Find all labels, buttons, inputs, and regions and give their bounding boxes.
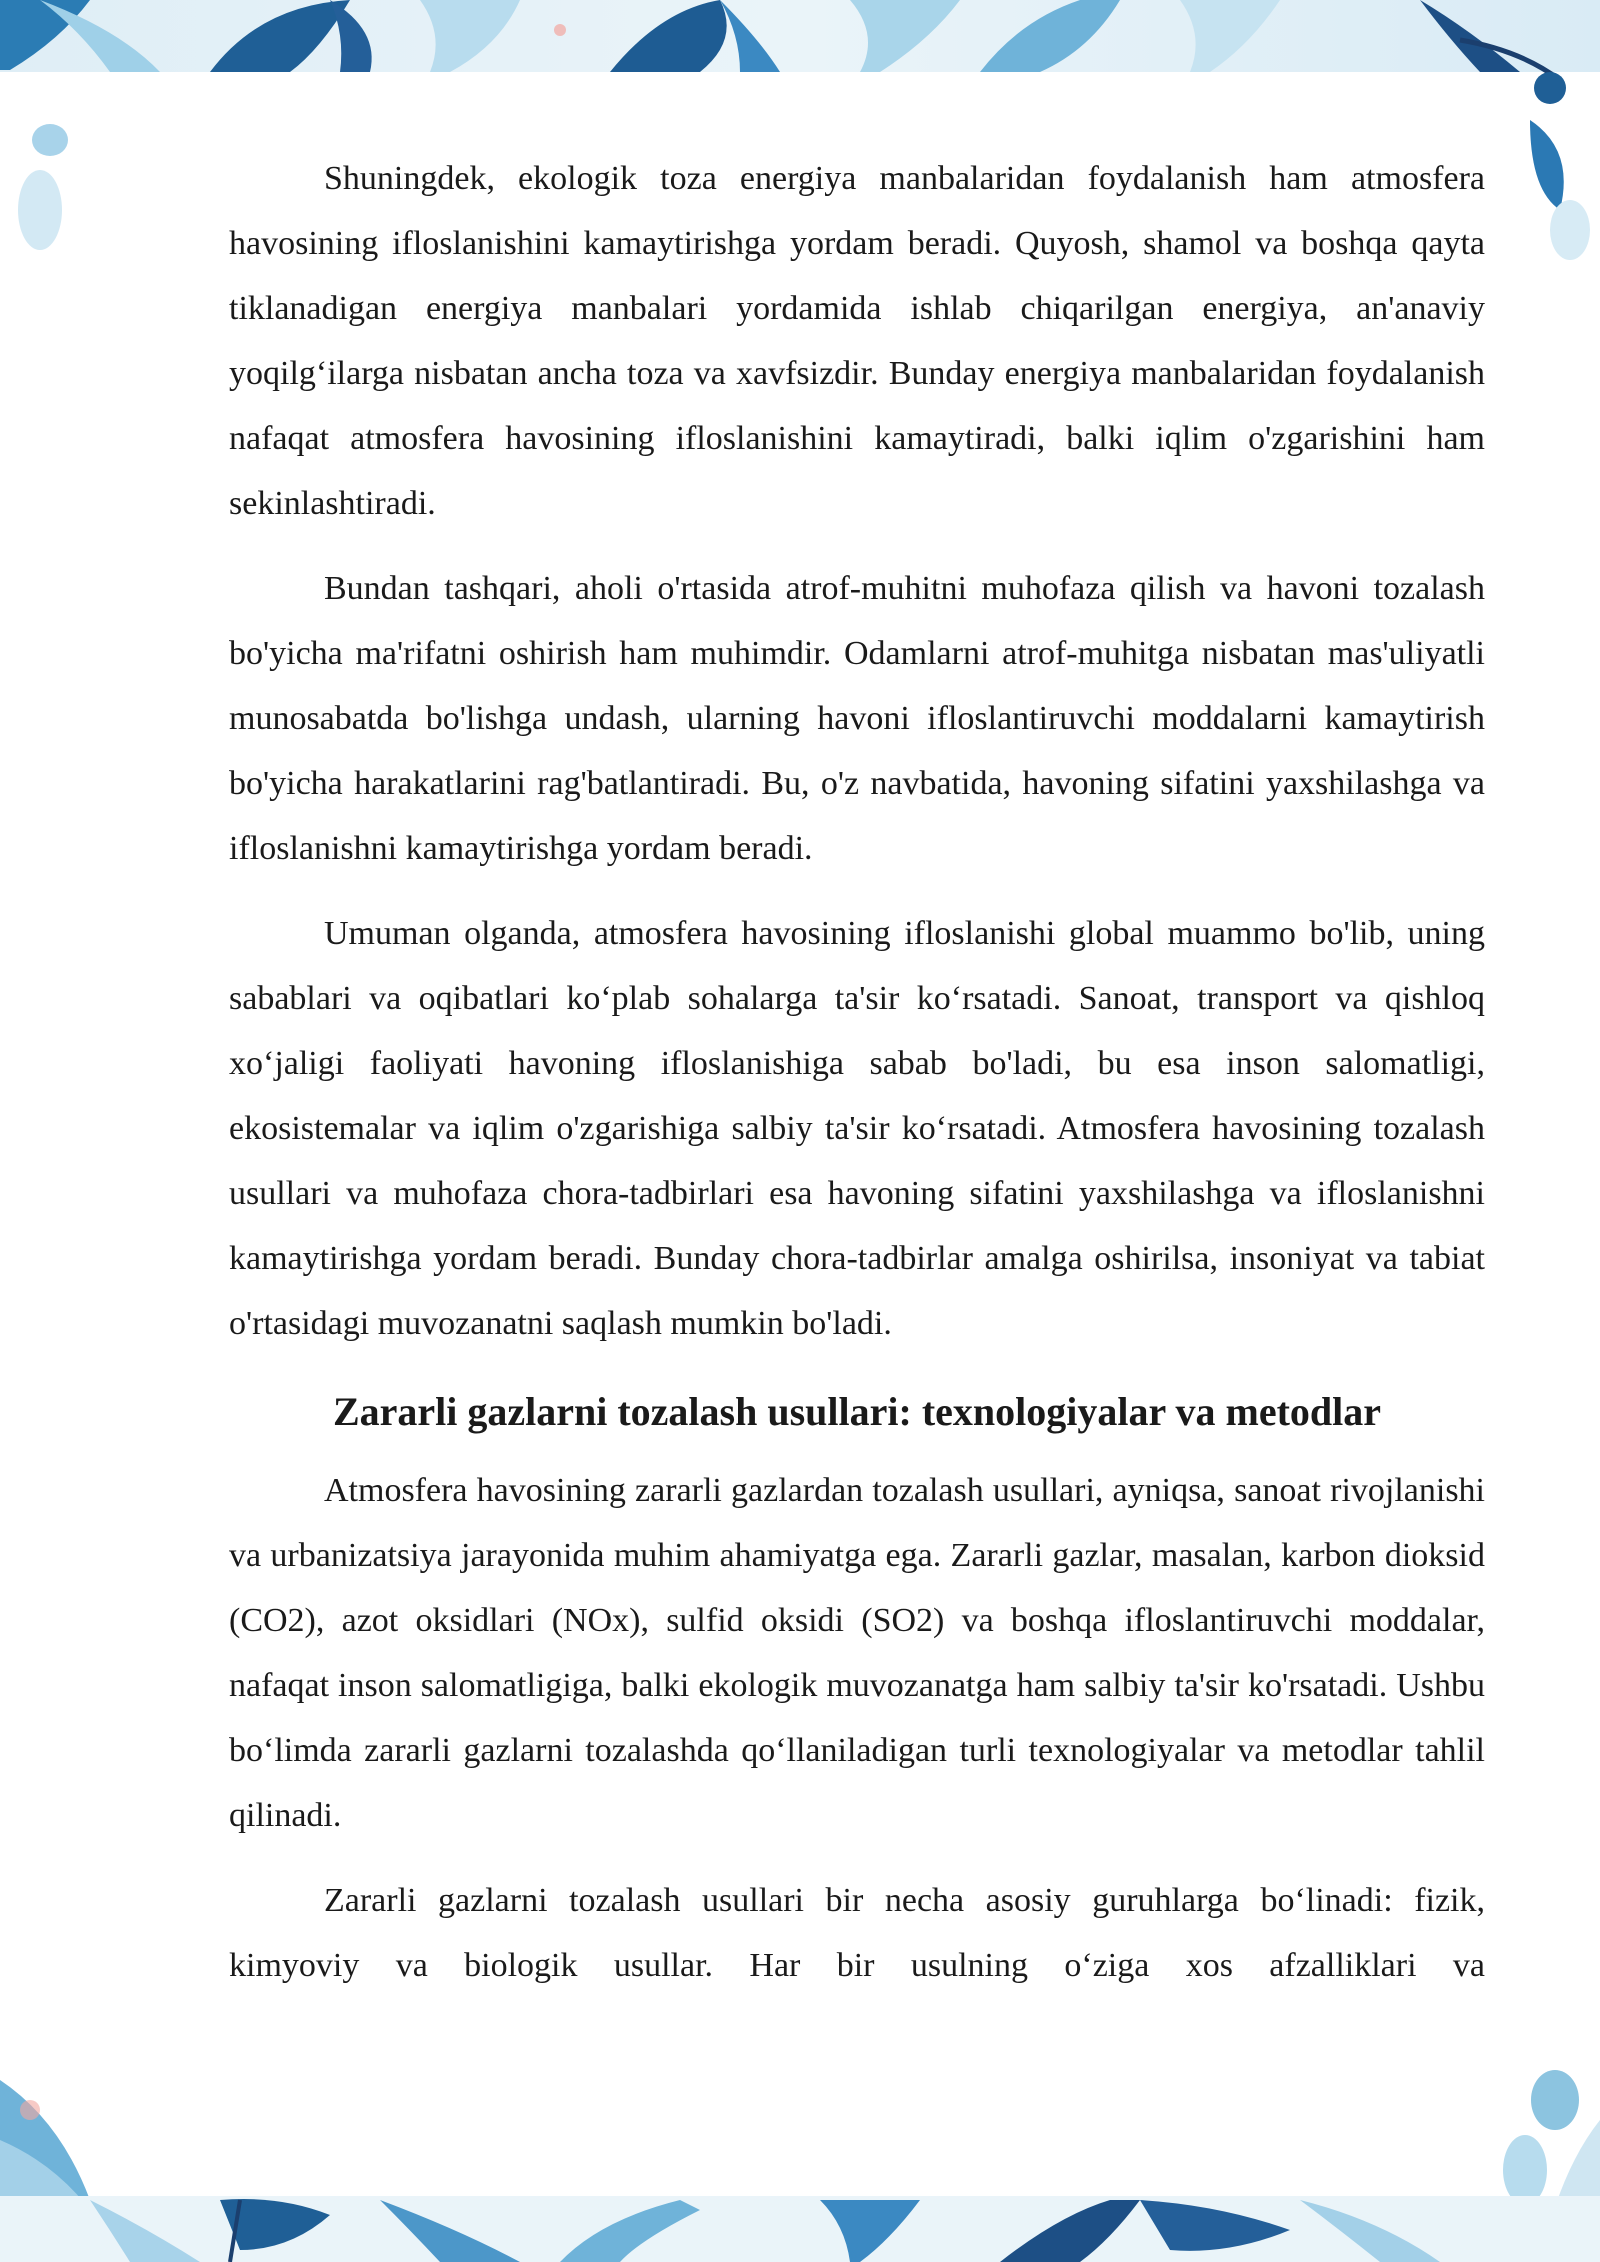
left-leaf-cluster (0, 124, 110, 2262)
body-paragraph: Bundan tashqari, aholi o'rtasida atrof-muhitni muhofaza qilish va havoni tozalash bo'yicha ma'rifatni oshirish ham muhimdir. Odamlarni atrof-muhitga nisbatan mas'uliyatli munosabatda bo'lishga undash, ularning havoni ifloslantiruvchi moddalarni kamaytirish bo'yicha harakatlarini rag'batlantiradi. Bu, o'z navbatida, havoning sifatini yaxshilashga va ifloslanishni kamaytirishga yordam beradi. (229, 570, 1485, 867)
body-paragraph: Umuman olganda, atmosfera havosining ifloslanishi global muammo bo'lib, uning sabablari va oqibatlari ko‘plab sohalarga ta'sir ko‘rsatadi. Sanoat, transport va qishloq xo‘jaligi faoliyati havoning ifloslanishiga sabab bo'ladi, bu esa inson salomatligi, ekosistemalar va iqlim o'zgarishiga salbiy ta'sir ko‘rsatadi. Atmosfera havosining tozalash usullari va muhofaza chora-tadbirlari esa havoning sifatini yaxshilashga va ifloslanishni kamaytirishga yordam beradi. Bunday chora-tadbirlar amalga oshirilsa, insoniyat va tabiat o'rtasidagi muvozanatni saqlash mumkin bo'ladi. (229, 915, 1485, 1342)
body-paragraph: Atmosfera havosining zararli gazlardan tozalash usullari, ayniqsa, sanoat rivojlanishi va urbanizatsiya jarayonida muhim ahamiyatga ega. Zararli gazlar, masalan, karbon dioksid (CO2), azot oksidlari (NOx), sulfid oksidi (SO2) va boshqa ifloslantiruvchi moddalar, nafaqat inson salomatligiga, balki ekologik muvozanatga ham salbiy ta'sir ko'rsatadi. Ushbu bo‘limda zararli gazlarni tozalashda qo‘llaniladigan turli texnologiyalar va metodlar tahlil qilinadi. (229, 1472, 1485, 1834)
document-page (229, 146, 1485, 2018)
body-paragraph: Zararli gazlarni tozalash usullari bir necha asosiy guruhlarga bo‘linadi: fizik, kimyoviy va biologik usullar. Har bir usulning o‘ziga xos afzalliklari va (229, 1882, 1485, 1984)
body-paragraph: Shuningdek, ekologik toza energiya manbalaridan foydalanish ham atmosfera havosining ifloslanishini kamaytirishga yordam beradi. Quyosh, shamol va boshqa qayta tiklanadigan energiya manbalari yordamida ishlab chiqarilgan energiya, an'anaviy yoqilg‘ilarga nisbatan ancha toza va xavfsizdir. Bunday energiya manbalaridan foydalanish nafaqat atmosfera havosining ifloslanishini kamaytiradi, balki iqlim o'zgarishini ham sekinlashtiradi. (229, 160, 1485, 522)
section-heading: Zararli gazlarni tozalash usullari: texnologiyalar va metodlar (332, 1389, 1382, 1434)
right-leaf-cluster (1503, 120, 1600, 2262)
